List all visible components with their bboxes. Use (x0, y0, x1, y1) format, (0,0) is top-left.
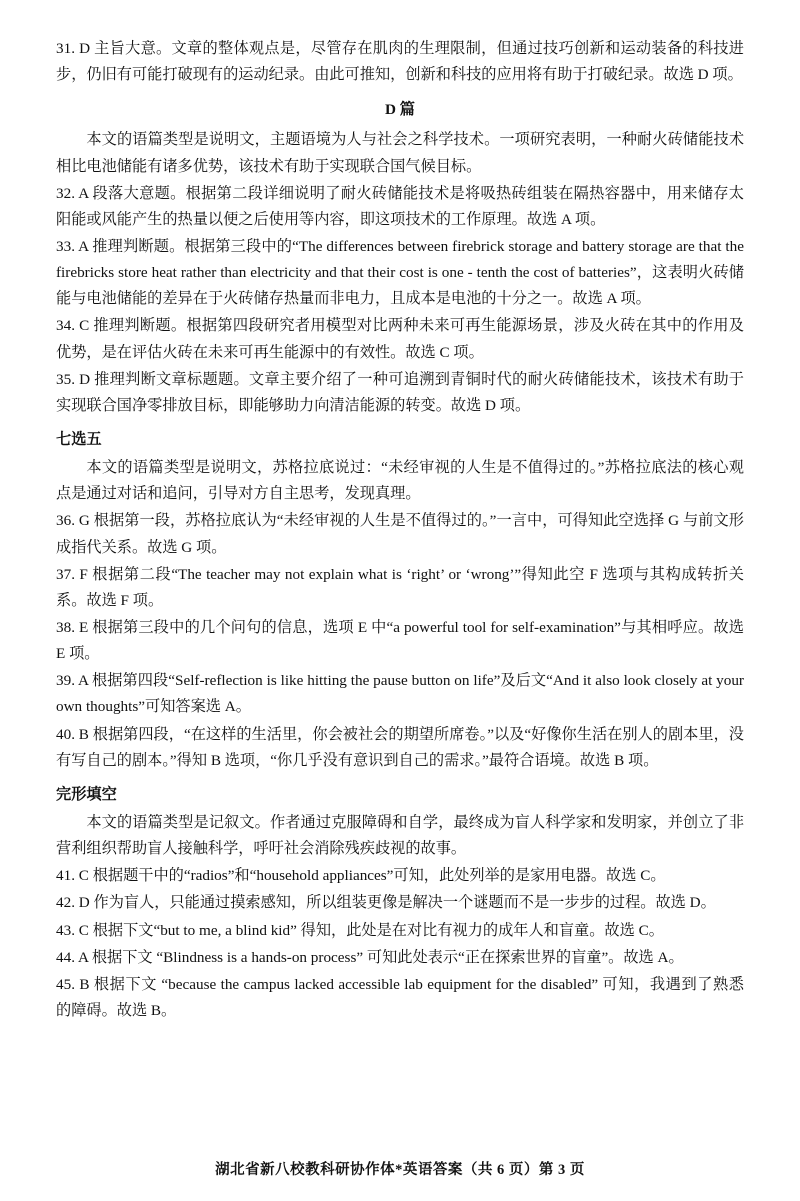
answer-item-35: 35. D 推理判断文章标题题。文章主要介绍了一种可追溯到青铜时代的耐火砖储能技术，该技术有助于实现联合国净零排放目标，即能够助力向清洁能源的转变。故选 D 项。 (56, 370, 744, 414)
answer-item-41: 41. C 根据题干中的“radios”和“household appliances”可知，此处列举的是家用电器。故选 C。 (56, 867, 666, 885)
cloze-summary: 本文的语篇类型是记叙文。作者通过克服障碍和自学，最终成为盲人科学家和发明家，并创立了非营利组织帮助盲人接触科学，呼吁社会消除残疾歧视的故事。 (56, 813, 744, 858)
answer-item-32: 32. A 段落大意题。根据第二段详细说明了耐火砖储能技术是将吸热砖组装在隔热容器中，用来储存太阳能或风能产生的热量以便之后使用等内容，即这项技术的工作原理。故选 A 项。 (56, 184, 744, 228)
answer-item-39: 39. A 根据第四段“Self-reflection is like hitting the pause button on life”及后文“And it also look closely at your own thoughts”可知答案选 A。 (56, 672, 744, 716)
answer-item-34: 34. C 推理判断题。根据第四段研究者用模型对比两种未来可再生能源场景，涉及火砖在其中的作用及优势，是在评估火砖在未来可再生能源中的有效性。故选 C 项。 (56, 317, 744, 361)
answer-item-40: 40. B 根据第四段，“在这样的生活里，你会被社会的期望所席卷。”以及“好像你生活在别人的剧本里，没有写自己的剧本。”得知 B 选项，“你几乎没有意识到自己的需求。”最符合语境。故选 B 项。 (56, 725, 744, 769)
answer-key-body (56, 36, 744, 1024)
answer-item-42: 42. D 作为盲人，只能通过摸索感知，所以组装更像是解决一个谜题而不是一步步的过程。故选 D。 (56, 894, 716, 912)
section-title-passage-d: D 篇 (385, 101, 415, 119)
answer-item-37: 37. F 根据第二段“The teacher may not explain what is ‘right’ or ‘wrong’”得知此空 F 选项与其构成转折关系。故选 F 项。 (56, 565, 744, 609)
answer-item-45: 45. B 根据下文 “because the campus lacked accessible lab equipment for the disabled” 可知，我遇到了熟悉的障碍。故选 B。 (56, 975, 744, 1019)
answer-item-36: 36. G 根据第一段，苏格拉底认为“未经审视的人生是不值得过的。”一言中，可得知此空选择 G 与前文形成指代关系。故选 G 项。 (56, 512, 744, 556)
answer-item-38: 38. E 根据第三段中的几个问句的信息，选项 E 中“a powerful tool for self-examination”与其相呼应。故选 E 项。 (56, 618, 744, 663)
answer-item-44: 44. A 根据下文 “Blindness is a hands-on process” 可知此处表示“正在探索世界的盲童”。故选 A。 (56, 948, 684, 966)
page-footer: 湖北省新八校教科研协作体*英语答案（共 6 页）第 3 页 (215, 1162, 585, 1178)
answer-item-43: 43. C 根据下文“but to me, a blind kid” 得知，此处是在对比有视力的成年人和盲童。故选 C。 (56, 921, 664, 939)
section-title-cloze: 完形填空 (56, 785, 117, 803)
section-title-seven-choose-five: 七选五 (56, 430, 102, 448)
answer-item-33: 33. A 推理判断题。根据第三段中的“The differences between firebrick storage and battery storage are that the firebricks store heat rather than electricity and that their cost is one - tenth the cost of batteries”，这表明火砖储能与电池储能的差异在于火砖储存热量而非电力，且成本是电池的十分之一。故选 A 项。 (56, 237, 744, 308)
passage-d-summary: 本文的语篇类型是说明文，主题语境为人与社会之科学技术。一项研究表明，一种耐火砖储能技术相比电池储能有诸多优势，该技术有助于实现联合国气候目标。 (56, 131, 744, 175)
seven-choose-five-summary: 本文的语篇类型是说明文，苏格拉底说过：“未经审视的人生是不值得过的。”苏格拉底法的核心观点是通过对话和追问，引导对方自主思考，发现真理。 (56, 459, 744, 503)
answer-item-31: 31. D 主旨大意。文章的整体观点是，尽管存在肌肉的生理限制，但通过技巧创新和运动装备的科技进步，仍旧有可能打破现有的运动纪录。由此可推知，创新和科技的应用将有助于打破纪录。故选 D 项。 (56, 40, 744, 84)
